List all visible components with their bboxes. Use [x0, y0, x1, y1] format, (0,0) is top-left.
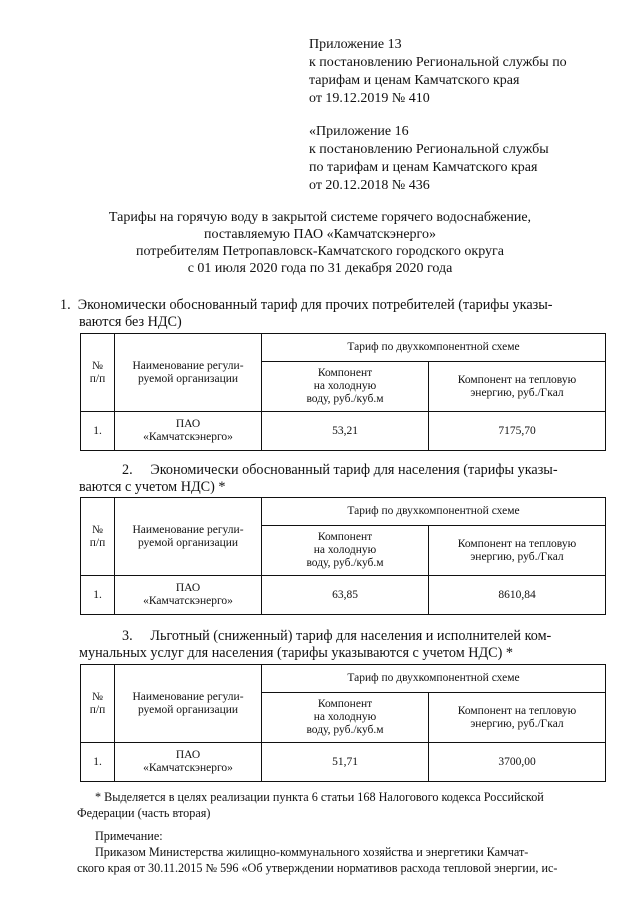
note-line: Приказом Министерства жилищно-коммунального хозяйства и энергетики Камчат-: [95, 845, 529, 859]
section-heading-text: Экономически обоснованный тариф для прочих потребителей (тарифы указы-: [77, 297, 553, 313]
header-num: № п/п: [81, 665, 115, 743]
cell-num: 1.: [81, 743, 115, 782]
appendix-previous-line: от 20.12.2018 № 436: [309, 178, 430, 193]
title-line: с 01 июля 2020 года по 31 декабря 2020 года: [187, 261, 453, 276]
table-row: [81, 743, 606, 782]
document-title: [0, 209, 640, 277]
footnote-line: Федерации (часть вторая): [77, 806, 211, 820]
appendix-current-line: к постановлению Региональной службы по: [309, 55, 567, 70]
appendix-current-line: от 19.12.2019 № 410: [309, 91, 430, 106]
cell-heat-value: 3700,00: [429, 743, 606, 782]
section-number: 2.: [122, 462, 133, 478]
cell-cold-value: 51,71: [262, 743, 429, 782]
tariff-table: [80, 664, 606, 782]
header-org: Наименование регули- руемой организации: [115, 665, 262, 743]
header-org: Наименование регули- руемой организации: [115, 498, 262, 576]
section-heading-cont: ваются с учетом НДС) *: [79, 479, 226, 495]
appendix-previous-line: к постановлению Региональной службы: [309, 142, 549, 157]
table-row: [81, 412, 606, 451]
footnote-line: * Выделяется в целях реализации пункта 6 статьи 168 Налогового кодекса Российской: [95, 790, 544, 804]
tariff-table: [80, 497, 606, 615]
section-heading-text: Льготный (сниженный) тариф для населения и исполнителей ком-: [150, 628, 552, 644]
section-heading-text: Экономически обоснованный тариф для населения (тарифы указы-: [150, 462, 558, 478]
header-group: Тариф по двухкомпонентной схеме: [262, 334, 606, 362]
tariff-table: [80, 333, 606, 451]
title-line: потребителям Петропавловск-Камчатского городского округа: [136, 244, 504, 259]
cell-num: 1.: [81, 412, 115, 451]
header-group: Тариф по двухкомпонентной схеме: [262, 498, 606, 526]
appendix-current-line: тарифам и ценам Камчатского края: [309, 73, 520, 88]
note-label: Примечание:: [95, 829, 163, 843]
appendix-previous-line: «Приложение 16: [309, 124, 409, 139]
cell-num: 1.: [81, 576, 115, 615]
section-number: 3.: [122, 628, 133, 644]
header-cold-component: Компонент на холодную воду, руб./куб.м: [262, 693, 429, 743]
appendix-previous-line: по тарифам и ценам Камчатского края: [309, 160, 538, 175]
cell-org: ПАО «Камчатскэнерго»: [115, 412, 262, 451]
section-heading-cont: ваются без НДС): [79, 314, 182, 330]
header-heat-component: Компонент на тепловую энергию, руб./Гкал: [429, 362, 606, 412]
title-line: поставляемую ПАО «Камчатскэнерго»: [204, 227, 436, 242]
header-org: Наименование регули- руемой организации: [115, 334, 262, 412]
header-cold-component: Компонент на холодную воду, руб./куб.м: [262, 362, 429, 412]
appendix-current-line: Приложение 13: [309, 37, 402, 52]
header-heat-component: Компонент на тепловую энергию, руб./Гкал: [429, 693, 606, 743]
cell-cold-value: 63,85: [262, 576, 429, 615]
table-row: [81, 576, 606, 615]
section-heading: [122, 628, 606, 645]
header-group: Тариф по двухкомпонентной схеме: [262, 665, 606, 693]
cell-org: ПАО «Камчатскэнерго»: [115, 743, 262, 782]
section-heading-cont: мунальных услуг для населения (тарифы указываются с учетом НДС) *: [79, 645, 513, 661]
appendix-current: [309, 36, 567, 108]
header-num: № п/п: [81, 334, 115, 412]
section-number: 1.: [60, 297, 71, 313]
cell-org: ПАО «Камчатскэнерго»: [115, 576, 262, 615]
cell-heat-value: 7175,70: [429, 412, 606, 451]
header-cold-component: Компонент на холодную воду, руб./куб.м: [262, 526, 429, 576]
section-heading: [122, 462, 606, 479]
note-line: ского края от 30.11.2015 № 596 «Об утверждении нормативов расхода тепловой энергии, ис-: [77, 861, 558, 875]
header-heat-component: Компонент на тепловую энергию, руб./Гкал: [429, 526, 606, 576]
section-heading: [60, 297, 606, 314]
title-line: Тарифы на горячую воду в закрытой системе горячего водоснабжение,: [108, 210, 532, 225]
cell-heat-value: 8610,84: [429, 576, 606, 615]
appendix-previous: [309, 123, 549, 195]
header-num: № п/п: [81, 498, 115, 576]
cell-cold-value: 53,21: [262, 412, 429, 451]
